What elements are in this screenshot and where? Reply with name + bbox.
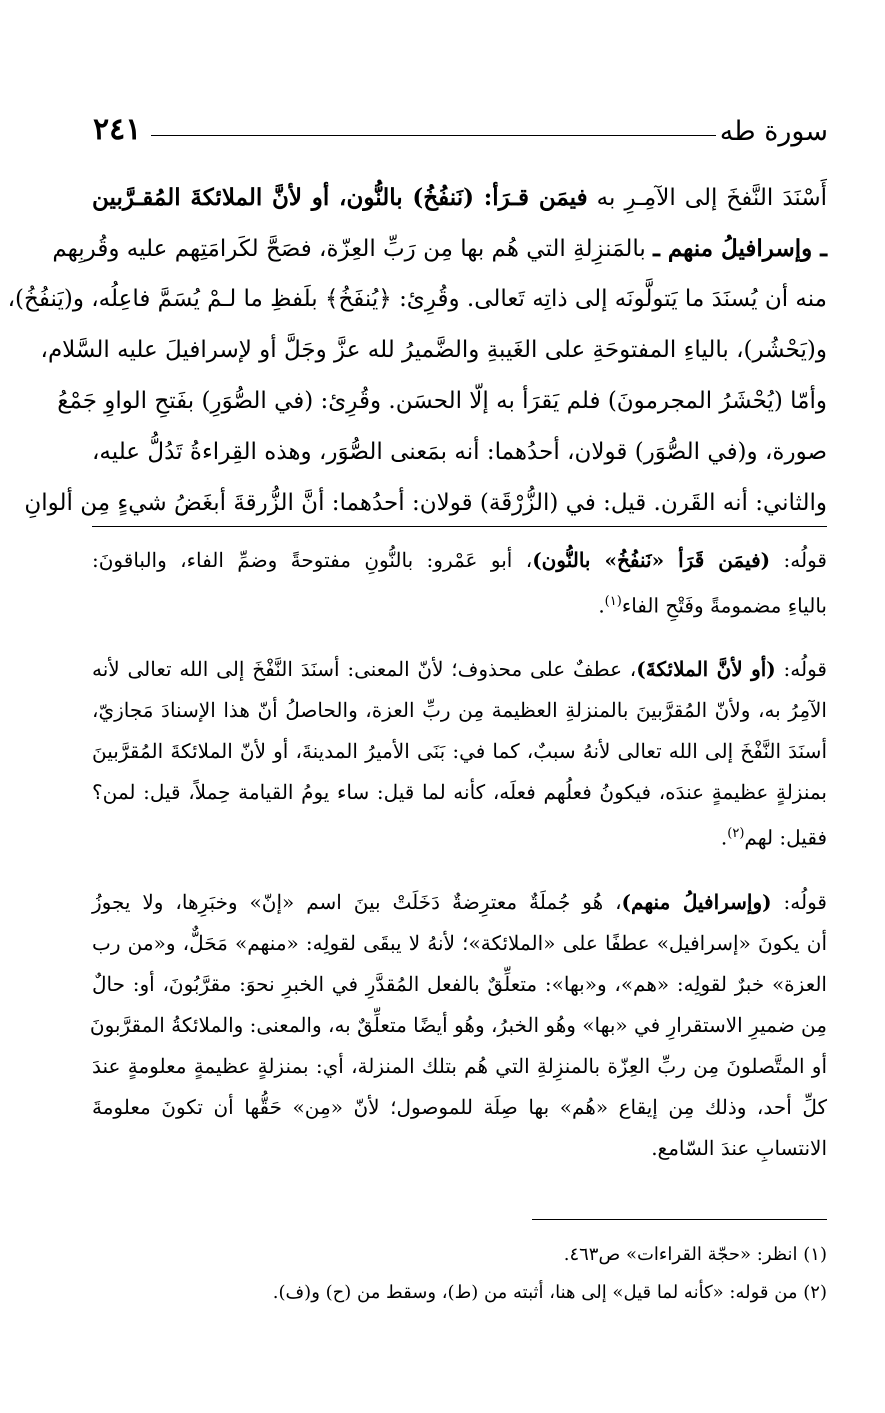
- main-line: [7, 274, 827, 325]
- main-line: [57, 376, 827, 427]
- footnote-ref: (٢): [727, 826, 745, 841]
- text-run: منه أن يُسنَدَ ما يَتولَّونَه إلى ذاتِه تَعالى. وقُرِئ: ﴿يُنفَخُ﴾ بلَفظِ ما لـمْ يُسَمَّ فاعِلُه، و(يَنفُخُ)،: [7, 286, 827, 312]
- surah-title: سورة طه: [719, 116, 828, 147]
- footnotes: [92, 1238, 827, 1314]
- text-run: أو المتَّصلونَ مِن ربِّ العِزّة بالمنزِلةِ التي هُم بتلك المنزلة، أي: بمنزلةٍ عظيمةٍ معلومةٍ عندَ: [92, 1054, 827, 1078]
- main-line: [40, 325, 827, 376]
- text-run: أسنَدَ النَّفْخَ إلى الله تعالى لأنهُ سببٌ، كما في: بَنَى الأميرُ المدينةَ، أو لأنّ الملائكةَ المُقرَّبينَ: [92, 739, 827, 763]
- text-run: صورة، و(في الصُّوَر) قولان، أحدُهما: أنه بمَعنى الصُّوَر، وهذه القِراءةُ تَدُلُّ عليه،: [92, 439, 827, 465]
- text-run: ، عطفٌ على محذوف؛ لأنّ المعنى: أسنَدَ النَّفْخَ إلى الله تعالى لأنه: [92, 657, 637, 681]
- bold-lemma: ـ وإسرافيلُ منهم ـ: [653, 235, 827, 262]
- text-run: وأمّا (يُحْشَرُ المجرمونَ) فلم يَقرَأ به إلّا الحسَن. وقُرِئ: (في الصُّوَرِ) بفَتحِ الواوِ جَمْعُ: [57, 388, 827, 414]
- bold-lemma: (أو لأنَّ الملائكةَ): [636, 657, 776, 681]
- main-line: [52, 223, 827, 274]
- commentary-line: [92, 923, 827, 964]
- commentary-paragraph: [92, 649, 827, 854]
- text-run: مِن ضميرِ الاستقرارِ في «بها» وهُو الخبرُ، وهُو أيضًا متعلِّقٌ به، والمعنى: والملائكةُ المقرَّبونَ: [89, 1013, 827, 1037]
- footnote-separator: [532, 1219, 827, 1220]
- main-line: [92, 172, 827, 223]
- commentary-line: [92, 731, 827, 772]
- text-run: بالمَنزِلةِ التي هُم بها مِن رَبِّ العِزّة، فصَحَّ لكَرامَتِهم عليه وقُربِهم: [52, 236, 654, 262]
- commentary-line: [92, 964, 827, 1005]
- footnote: (٢) من قوله: «كأنه لما قيل» إلى هنا، أثبته من (ط)، وسقط من (ح) و(ف).: [272, 1282, 827, 1303]
- text-run: أَسْنَدَ النَّفخَ إلى الآمِـرِ به: [587, 185, 827, 211]
- text-run: .: [598, 593, 605, 618]
- main-text: [7, 172, 827, 529]
- text-run: العزة» خبرٌ لقولِه: «هم»، و«بها»: متعلِّقٌ بالفعل المُقدَّرِ في الخبرِ نحوَ: مقرَّبُونَ، أو: حالٌ: [92, 972, 827, 996]
- commentary-text: [89, 540, 827, 1169]
- paragraph-gap: [92, 622, 827, 649]
- commentary-line: [92, 649, 827, 690]
- bold-lemma: فيمَن قـرَأ: (نَنفُخُ) بالنُّون، أو لأنَّ الملائكةَ المُقـرَّبين: [92, 184, 588, 211]
- commentary-line: [92, 1046, 827, 1087]
- bold-lemma: (فيمَن قَرَأ «نَنفُخُ» بالنُّون): [532, 548, 771, 572]
- commentary-line: [92, 813, 827, 854]
- commentary-line: [92, 690, 827, 731]
- bold-lemma: (وإسرافيلُ منهم): [621, 890, 772, 914]
- header-rule: [151, 135, 716, 136]
- commentary-line: [92, 540, 827, 581]
- page-number: ٢٤١: [93, 112, 142, 147]
- commentary-line: [92, 882, 827, 923]
- commentary-line: [92, 581, 827, 622]
- commentary-line: [92, 772, 827, 813]
- text-run: ، هُو جُملَةٌ معترِضةٌ دَخَلَتْ بينَ اسم «إنّ» وخبَرِها، ولا يجوزُ: [92, 890, 622, 914]
- main-commentary-separator: [92, 526, 827, 527]
- text-run: .: [720, 825, 728, 850]
- commentary-line: [92, 1087, 827, 1128]
- commentary-paragraph: [92, 540, 827, 622]
- text-run: أن يكونَ «إسرافيل» عطفًا على «الملائكة»؛ لأنهُ لا يبقَى لقولِه: «منهم» مَحَلٌّ، و«من رب: [92, 931, 827, 955]
- paragraph-gap: [92, 854, 827, 882]
- text-run: قولُه:: [770, 548, 827, 572]
- text-run: والثاني: أنه القَرن. قيل: في (الزُّرْقَة) قولان: أحدُهما: أنَّ الزُّرقةَ أبغَضُ شيءٍ مِن ألوانِ: [24, 490, 827, 516]
- text-run: بمنزلةٍ عظيمةٍ عندَه، فيكونُ فعلُهم فعلَه، كأنه لما قيل: ساء يومُ القيامة حِملاً، قيل: لمن؟: [92, 780, 827, 804]
- text-run: كلِّ أحد، وذلك مِن إيقاع «هُم» بها صِلَة للموصول؛ لأنّ «مِن» حَقُّها أن تكونَ معلومةَ: [92, 1095, 827, 1119]
- main-line: [92, 427, 827, 478]
- main-line: [24, 478, 827, 529]
- text-run: قولُه:: [771, 890, 827, 914]
- text-run: الانتسابِ عندَ السّامع.: [651, 1136, 827, 1160]
- text-run: الآمِرُ به، ولأنّ المُقرَّبينَ بالمنزلةِ العظيمة مِن ربِّ العزة، والحاصلُ أنّ هذا الإسنادَ مَجازيّ،: [92, 698, 827, 722]
- commentary-line: [89, 1005, 827, 1046]
- text-run: و(يَحْشُر)، بالياءِ المفتوحَةِ على الغَيبةِ والضَّميرُ لله عزَّ وجَلَّ أو لإسرافيلَ عليه السَّلام،: [40, 337, 827, 363]
- footnote: (١) انظر: «حجّة القراءات» ص٤٦٣.: [563, 1244, 827, 1265]
- text-run: بالياءِ مضمومةً وفَتْحِ الفاء: [621, 593, 827, 618]
- commentary-paragraph: [89, 882, 827, 1169]
- text-run: ، أبو عَمْرو: بالنُّونِ مفتوحةً وضمِّ الفاء، والباقونَ:: [92, 548, 533, 572]
- text-run: فقيل: لهم: [744, 825, 827, 850]
- commentary-line: [92, 1128, 827, 1169]
- text-run: قولُه:: [775, 657, 827, 681]
- page-header: [93, 112, 828, 152]
- footnote-ref: (١): [604, 594, 622, 609]
